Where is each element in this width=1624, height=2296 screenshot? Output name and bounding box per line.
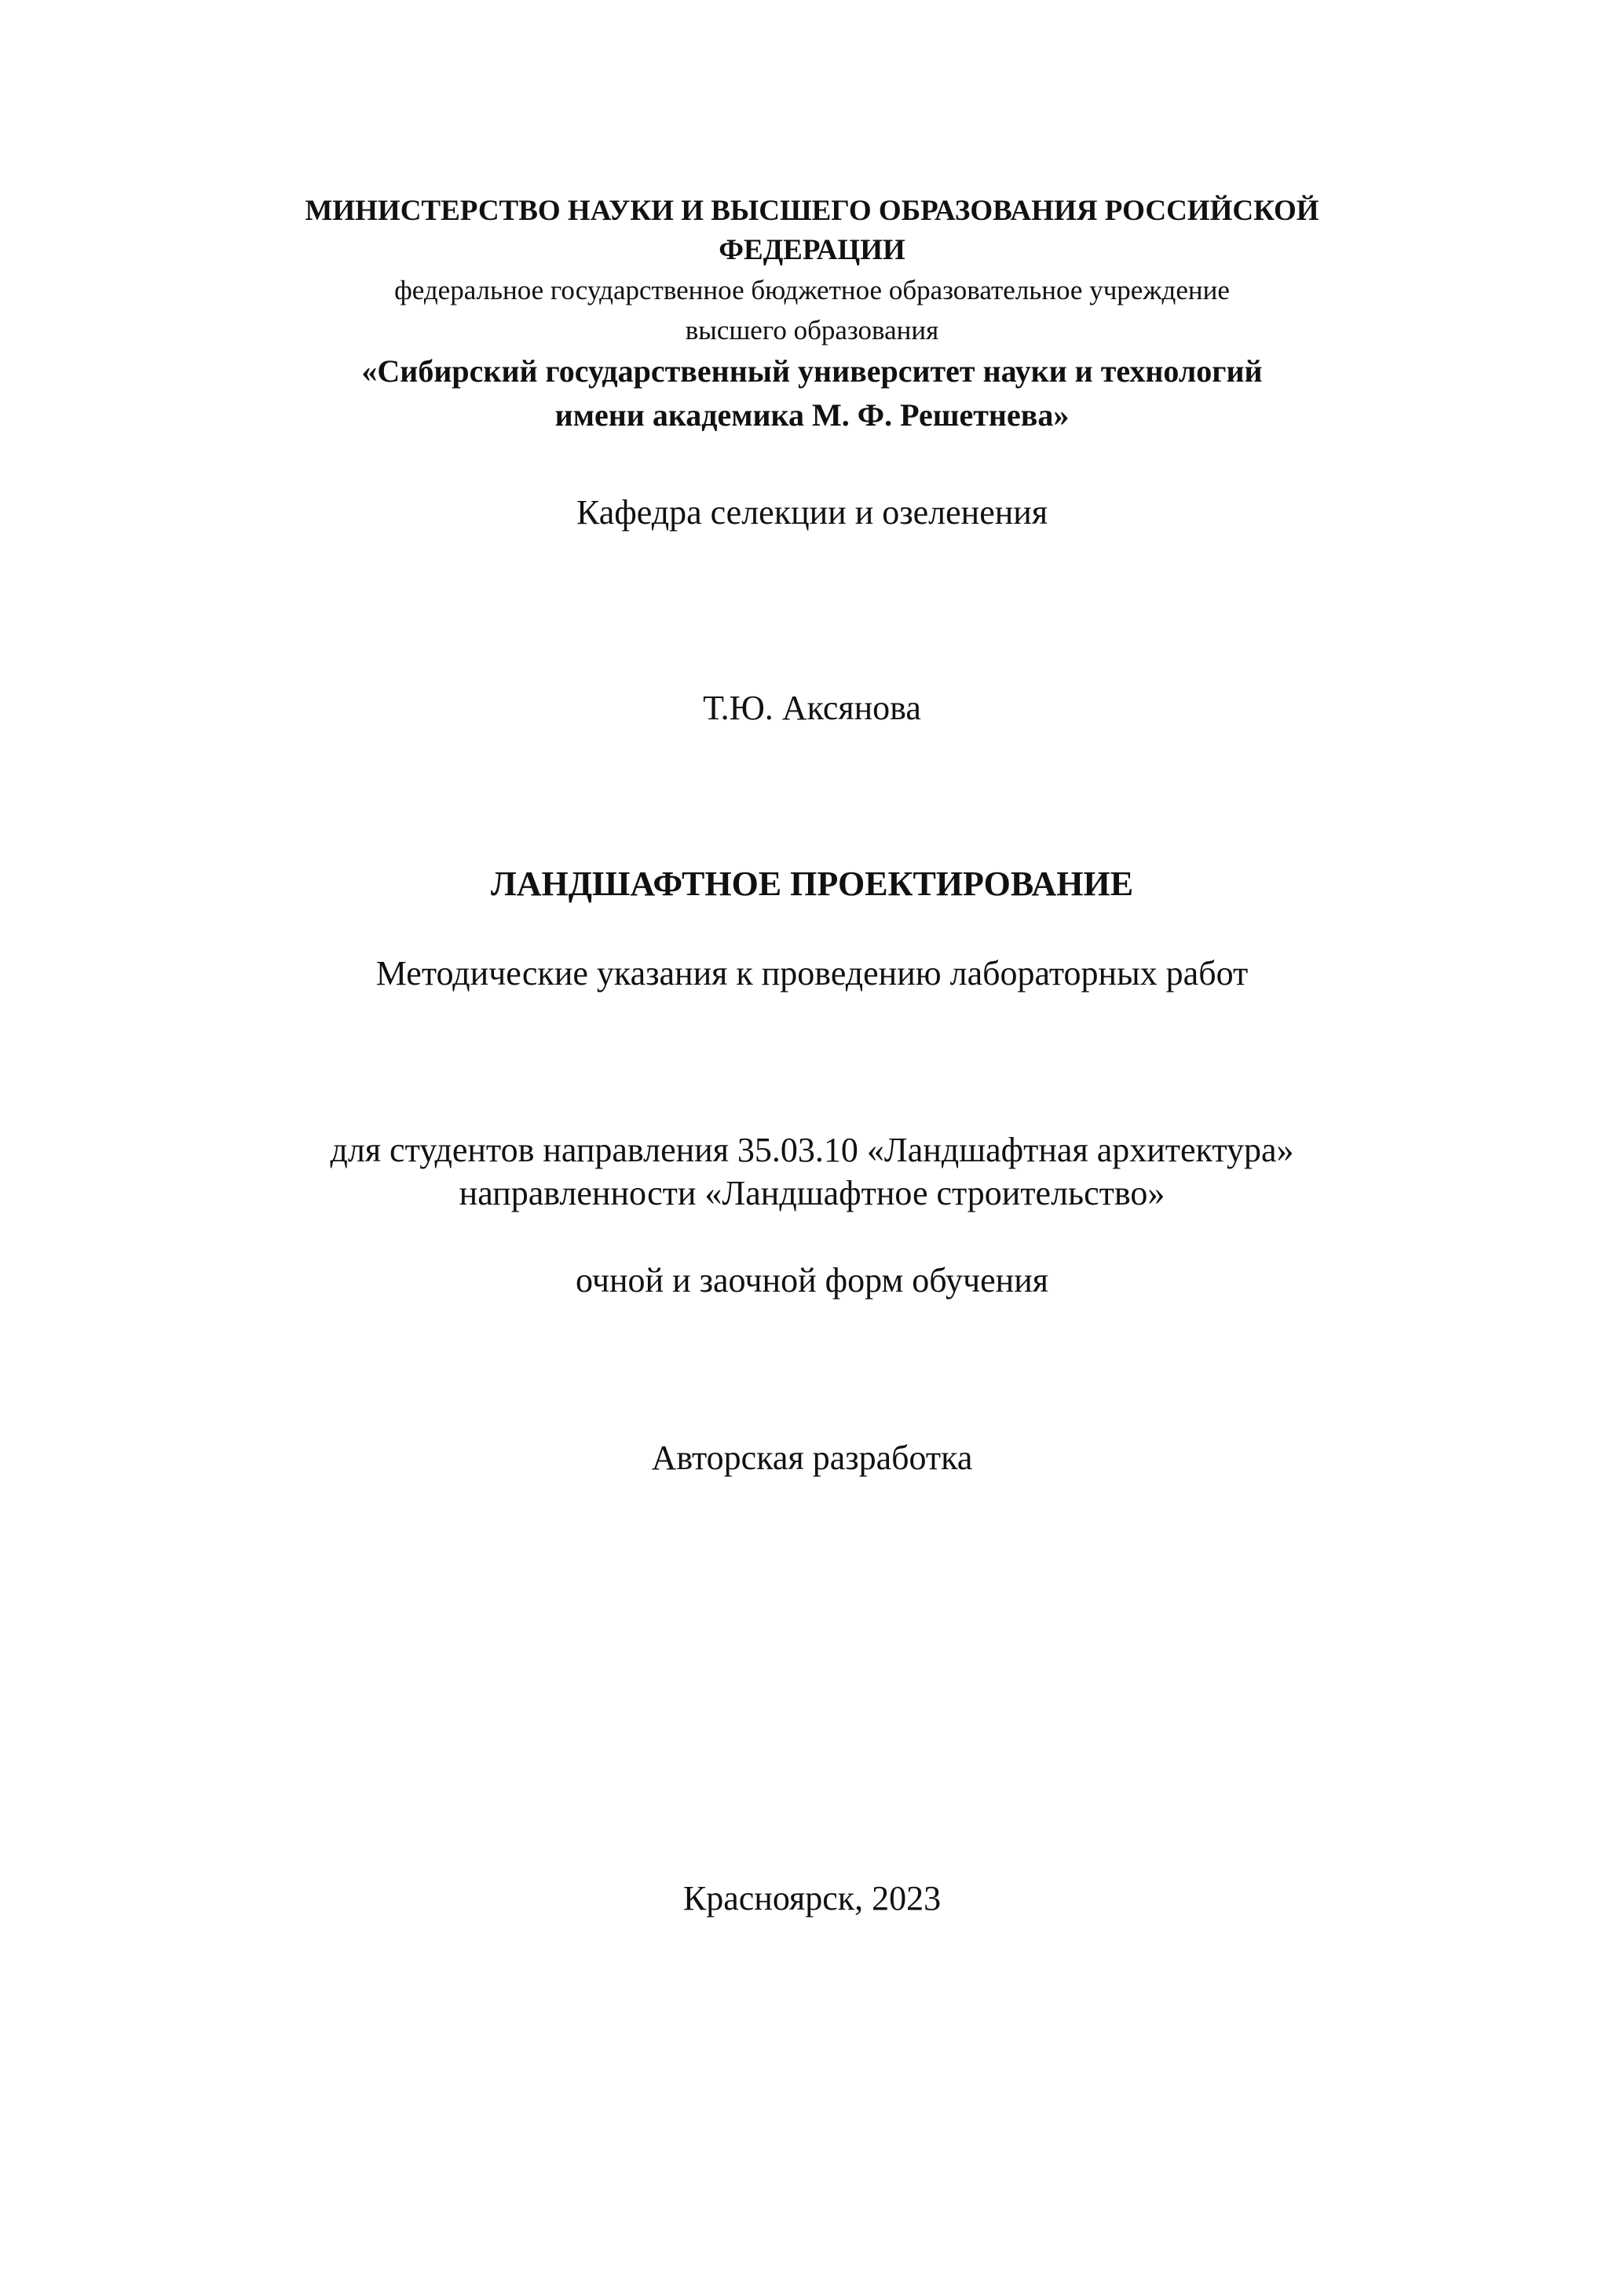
author-name: Т.Ю. Аксянова xyxy=(703,689,921,727)
university-name-line-2: имени академика М. Ф. Решетнева» xyxy=(554,397,1070,433)
department-name: Кафедра селекции и озеленения xyxy=(576,493,1048,532)
author-note: Авторская разработка xyxy=(651,1439,973,1477)
ministry-line-1: МИНИСТЕРСТВО НАУКИ И ВЫСШЕГО ОБРАЗОВАНИЯ РОССИЙСКОЙ xyxy=(305,195,1319,227)
document-title: ЛАНДШАФТНОЕ ПРОЕКТИРОВАНИЕ xyxy=(490,865,1134,903)
audience-line-1: для студентов направления 35.03.10 «Ландшафтная архитектура» xyxy=(330,1131,1294,1169)
audience-line-2: направленности «Ландшафтное строительство» xyxy=(459,1174,1165,1212)
document-subtitle: Методические указания к проведению лабораторных работ xyxy=(375,954,1249,993)
university-name-line-1: «Сибирский государственный университет науки и технологий xyxy=(361,353,1263,389)
institution-type-line-1: федеральное государственное бюджетное образовательное учреждение xyxy=(394,275,1230,305)
ministry-line-2: ФЕДЕРАЦИИ xyxy=(719,234,905,266)
institution-type-line-2: высшего образования xyxy=(685,315,939,345)
study-forms: очной и заочной форм обучения xyxy=(575,1261,1048,1300)
imprint-city-year: Красноярск, 2023 xyxy=(682,1879,942,1918)
